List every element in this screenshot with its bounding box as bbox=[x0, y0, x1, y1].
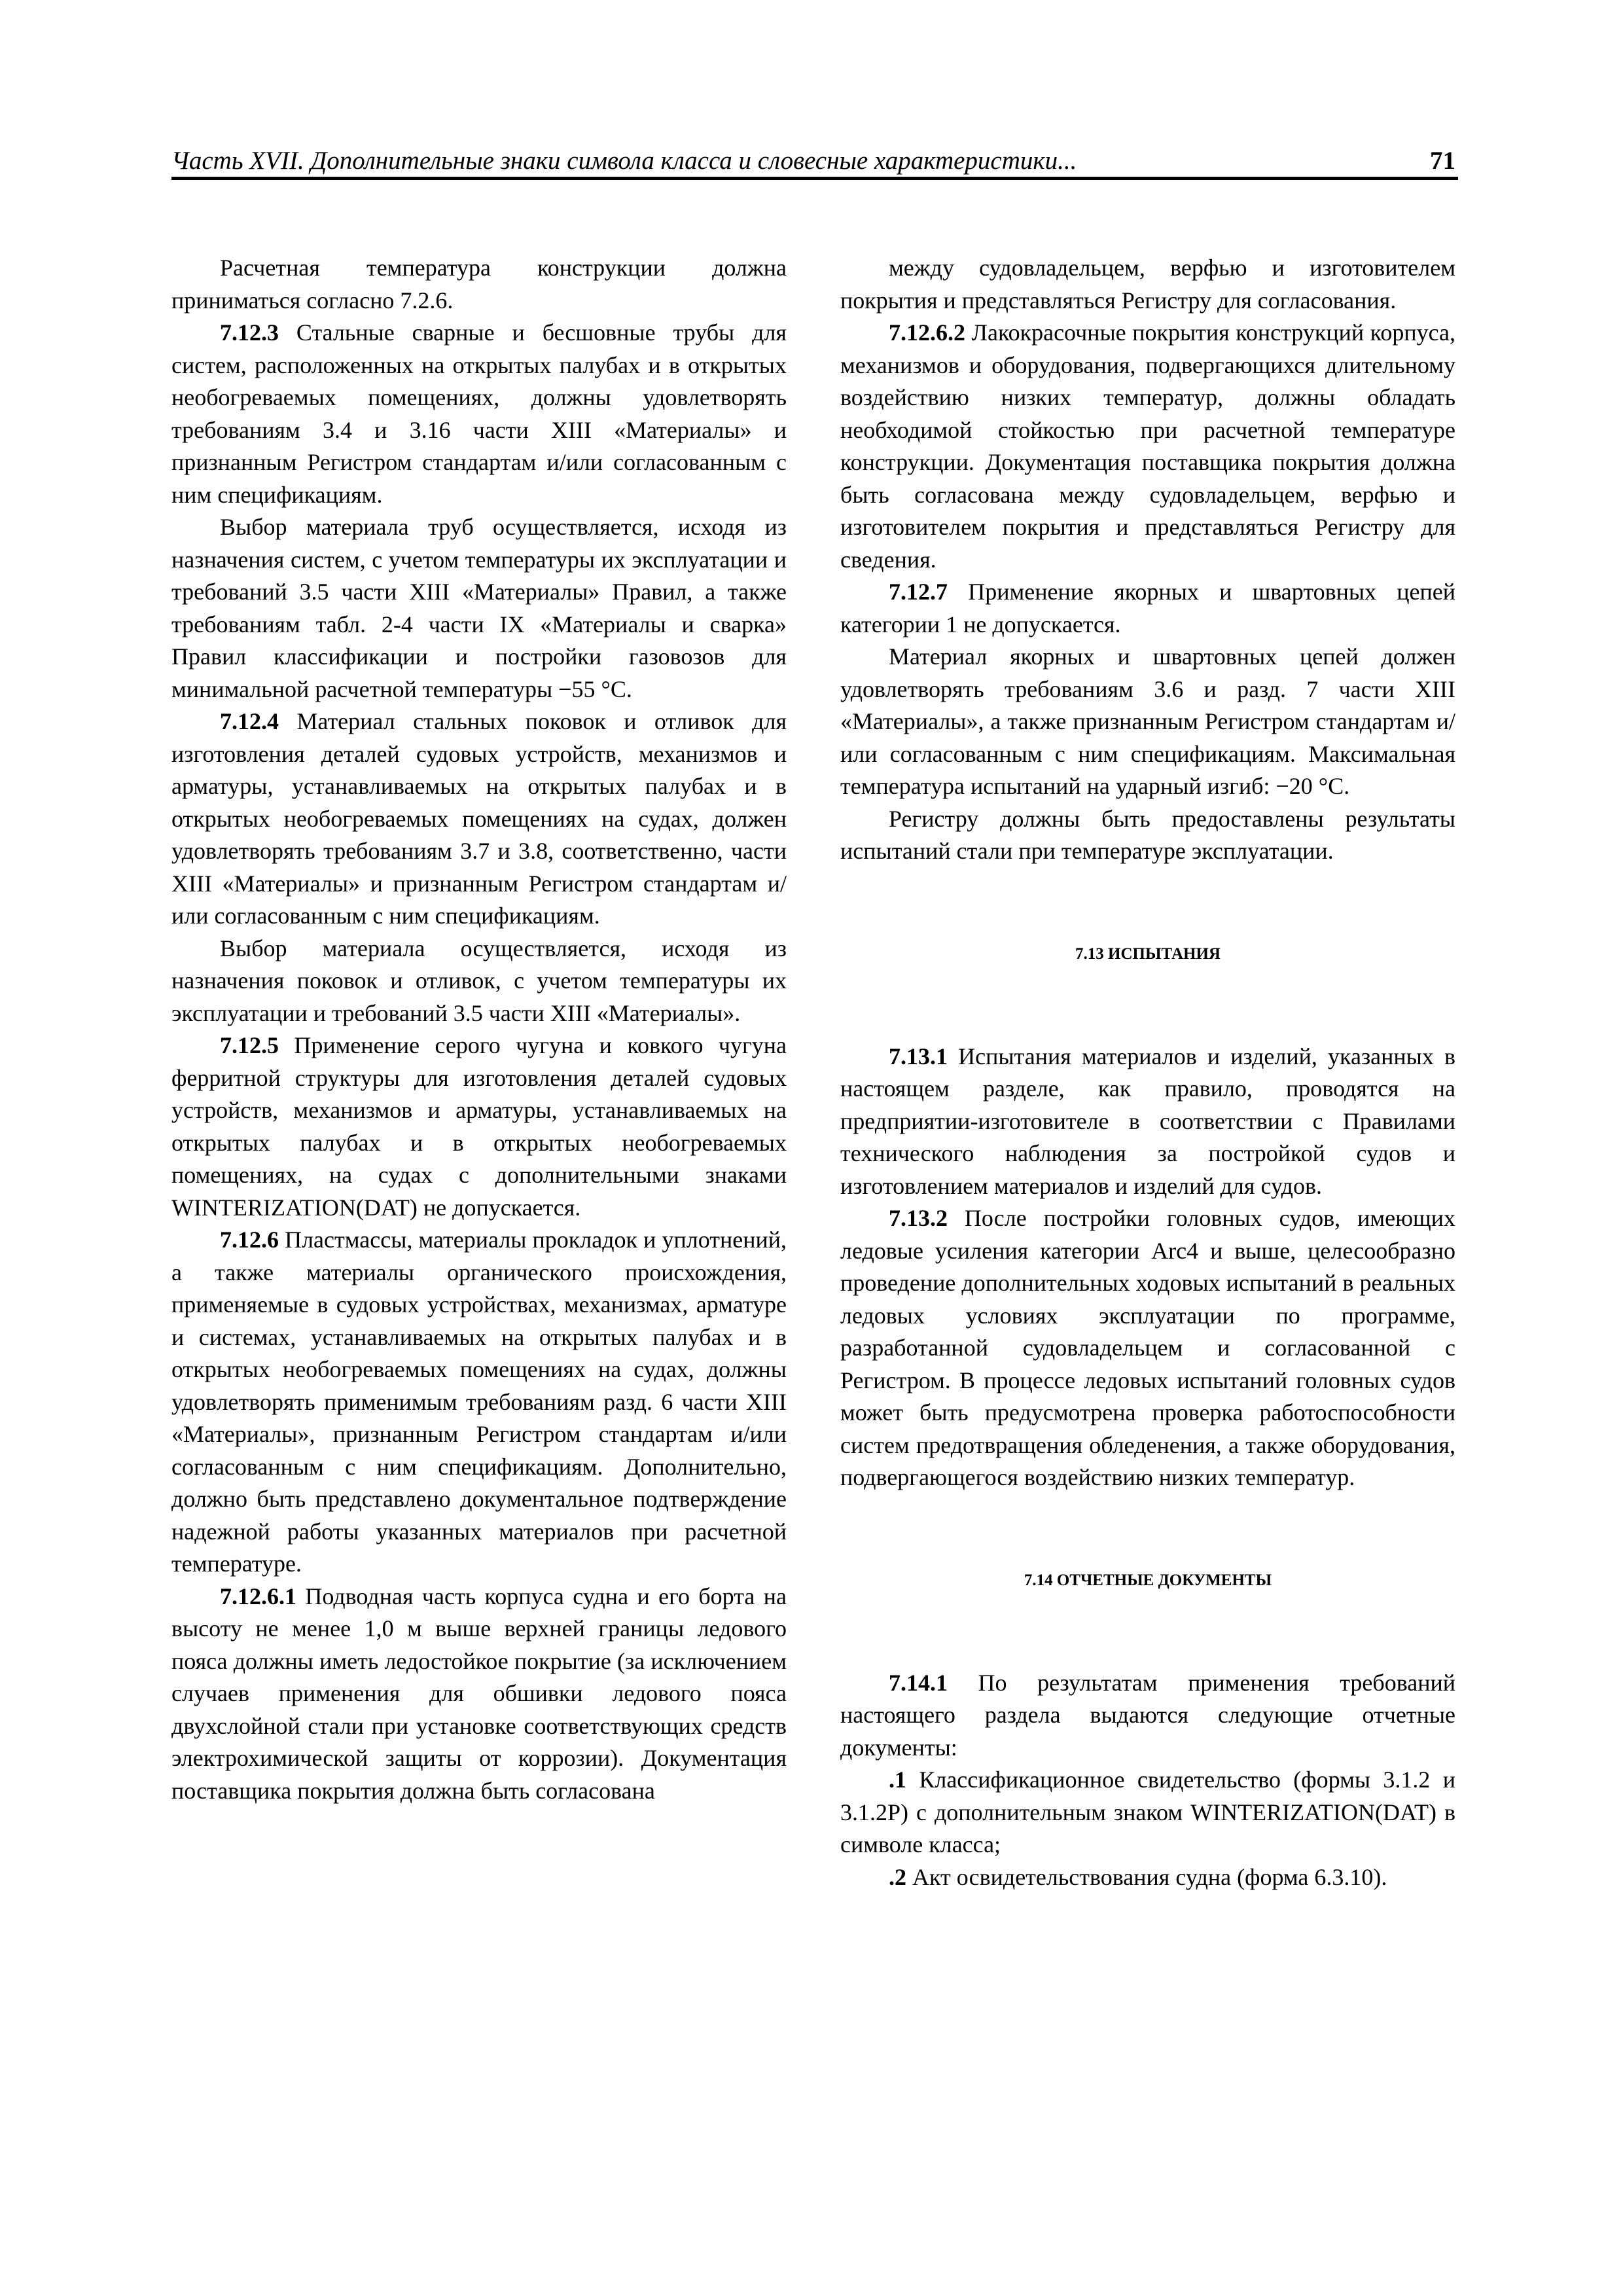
paragraph-text: Выбор материала труб осуществляется, исходя из назначения систем, с учетом температуры их эксплуатации и требований 3.5 части XIII «Материалы» Правил, а также требованиям табл. 2-4 части IX «Материалы и сварка» Правил классификации и постройки газовозов для минимальной расчетной температуры −55 °C. bbox=[171, 514, 787, 702]
paragraph bbox=[840, 1667, 1455, 1765]
paragraph-text: Пластмассы, материалы прокладок и уплотнений, а также материалы органического происхождения, применяемые в судовых устройствах, механизмах, арматуре и системах, устанавливаемых на открытых палубах и в открытых необогреваемых помещениях на судах, должны удовлетворять применимым требованиям разд. 6 части XIII «Материалы», признанным Регистром стандартам и/или согласованным с ним спецификациям. Дополнительно, должно быть представлено документальное подтверждение надежной работы указанных материалов при расчетной температуре. bbox=[171, 1227, 787, 1577]
paragraph bbox=[171, 706, 787, 933]
paragraph bbox=[171, 1581, 787, 1808]
clause-number: 7.12.6.2 bbox=[889, 319, 965, 346]
section-7-14-body bbox=[840, 1667, 1455, 1894]
clause-number: .1 bbox=[889, 1767, 906, 1793]
right-column bbox=[840, 252, 1455, 1893]
paragraph-text: Материал якорных и швартовных цепей должен удовлетворять требованиям 3.6 и разд. 7 части XIII «Материалы», а также признанным Регистром стандартам и/или согласованным с ним спецификациям. Максимальная температура испытаний на ударный изгиб: −20 °C. bbox=[840, 643, 1455, 799]
paragraph bbox=[171, 933, 787, 1030]
paragraph bbox=[171, 317, 787, 511]
paragraph-text: После постройки головных судов, имеющих ледовые усиления категории Arc4 и выше, целесообразно проведение дополнительных ходовых испытаний в реальных ледовых условиях эксплуатации по программе, разработанной судовладельцем и согласованной с Регистром. В процессе ледовых испытаний головных судов может быть предусмотрена проверка работоспособности систем предотвращения обледенения, а также оборудования, подвергающегося воздействию низких температур. bbox=[840, 1205, 1455, 1490]
running-header bbox=[171, 145, 1458, 177]
paragraph-text: Испытания материалов и изделий, указанных в настоящем разделе, как правило, проводятся на предприятии-изготовителе в соответствии с Правилами технического наблюдения за постройкой судов и изготовлением материалов и изделий для судов. bbox=[840, 1043, 1455, 1199]
paragraph bbox=[840, 576, 1455, 641]
paragraph bbox=[840, 1202, 1455, 1494]
paragraph bbox=[171, 511, 787, 706]
paragraph bbox=[840, 252, 1455, 317]
paragraph bbox=[840, 803, 1455, 868]
paragraph-text: Выбор материала осуществляется, исходя из назначения поковок и отливок, с учетом температуры их эксплуатации и требований 3.5 части XIII «Материалы». bbox=[171, 935, 787, 1026]
paragraph-text: Стальные сварные и бесшовные трубы для систем, расположенных на открытых палубах и в открытых необогреваемых помещениях, должны удовлетворять требованиям 3.4 и 3.16 части XIII «Материалы» и признанным Регистром стандартам и/или согласованным с ним спецификациям. bbox=[171, 319, 787, 508]
paragraph-text: Лакокрасочные покрытия конструкций корпуса, механизмов и оборудования, подвергающихся длительному воздействию низких температур, должны обладать необходимой стойкостью при расчетной температуре конструкции. Документация поставщика покрытия должна быть согласована между судовладельцем, верфью и изготовителем покрытия и представляться Регистру для сведения. bbox=[840, 319, 1455, 573]
paragraph-text: Акт освидетельствования судна (форма 6.3.10). bbox=[906, 1863, 1387, 1890]
paragraph-text: Применение якорных и швартовных цепей категории 1 не допускается. bbox=[840, 579, 1455, 637]
clause-number: 7.13.2 bbox=[889, 1205, 948, 1231]
clause-number: 7.12.3 bbox=[220, 319, 279, 346]
section-heading-7-14: 7.14 ОТЧЕТНЫЕ ДОКУМЕНТЫ bbox=[1024, 1571, 1272, 1589]
clause-number: 7.12.7 bbox=[889, 579, 948, 605]
paragraph bbox=[171, 1224, 787, 1581]
paragraph bbox=[840, 317, 1455, 576]
clause-number: 7.12.6 bbox=[220, 1227, 279, 1253]
page-number: 71 bbox=[1430, 147, 1455, 175]
paragraph-text: Регистру должны быть предоставлены результаты испытаний стали при температуре эксплуатации. bbox=[840, 805, 1455, 864]
left-column bbox=[171, 252, 787, 1807]
paragraph bbox=[171, 252, 787, 317]
paragraph-text: Классификационное свидетельство (формы 3.1.2 и 3.1.2P) с дополнительным знаком WINTERIZATION(DAT) в символе класса; bbox=[840, 1767, 1455, 1857]
clause-number: 7.13.1 bbox=[889, 1043, 948, 1069]
paragraph bbox=[840, 1041, 1455, 1203]
clause-number: 7.12.4 bbox=[220, 708, 279, 734]
running-title: Часть XVII. Дополнительные знаки символа класса и словесные характеристики... bbox=[171, 147, 1077, 175]
paragraph-text: По результатам применения требований настоящего раздела выдаются следующие отчетные документы: bbox=[840, 1669, 1455, 1761]
section-heading-7-13: 7.13 ИСПЫТАНИЯ bbox=[1075, 944, 1221, 963]
paragraph bbox=[171, 1030, 787, 1224]
paragraph-text: Применение серого чугуна и ковкого чугуна ферритной структуры для изготовления деталей судовых устройств, механизмов и арматуры, устанавливаемых на открытых палубах и в открытых необогреваемых помещениях, на судах с дополнительными знаками WINTERIZATION(DAT) не допускается. bbox=[171, 1032, 787, 1221]
section-7-13-body bbox=[840, 1041, 1455, 1494]
paragraph bbox=[840, 641, 1455, 803]
clause-number: .2 bbox=[889, 1863, 906, 1890]
header-rule bbox=[171, 177, 1458, 180]
paragraph-text: Подводная часть корпуса судна и его борта на высоту не менее 1,0 м выше верхней границы ледового пояса должны иметь ледостойкое покрытие (за исключением случаев применения для обшивки ледового пояса двухслойной стали при установке соответствующих средств электрохимической защиты от коррозии). Документация поставщика покрытия должна быть согласована bbox=[171, 1583, 787, 1804]
paragraph-text: между судовладельцем, верфью и изготовителем покрытия и представляться Регистру для согласования. bbox=[840, 255, 1455, 314]
paragraph-text: Материал стальных поковок и отливок для изготовления деталей судовых устройств, механизмов и арматуры, устанавливаемых на открытых палубах и в открытых необогреваемых помещениях на судах, должен удовлетворять требованиям 3.7 и 3.8, соответственно, части XIII «Материалы» и признанным Регистром стандартам и/или согласованным с ним спецификациям. bbox=[171, 708, 787, 929]
clause-number: 7.12.5 bbox=[220, 1032, 279, 1058]
paragraph bbox=[840, 1764, 1455, 1861]
paragraph bbox=[840, 1861, 1455, 1894]
paragraph-text: Расчетная температура конструкции должна приниматься согласно 7.2.6. bbox=[171, 255, 787, 314]
clause-number: 7.14.1 bbox=[889, 1669, 948, 1696]
right-column-top bbox=[840, 252, 1455, 868]
clause-number: 7.12.6.1 bbox=[220, 1583, 296, 1609]
